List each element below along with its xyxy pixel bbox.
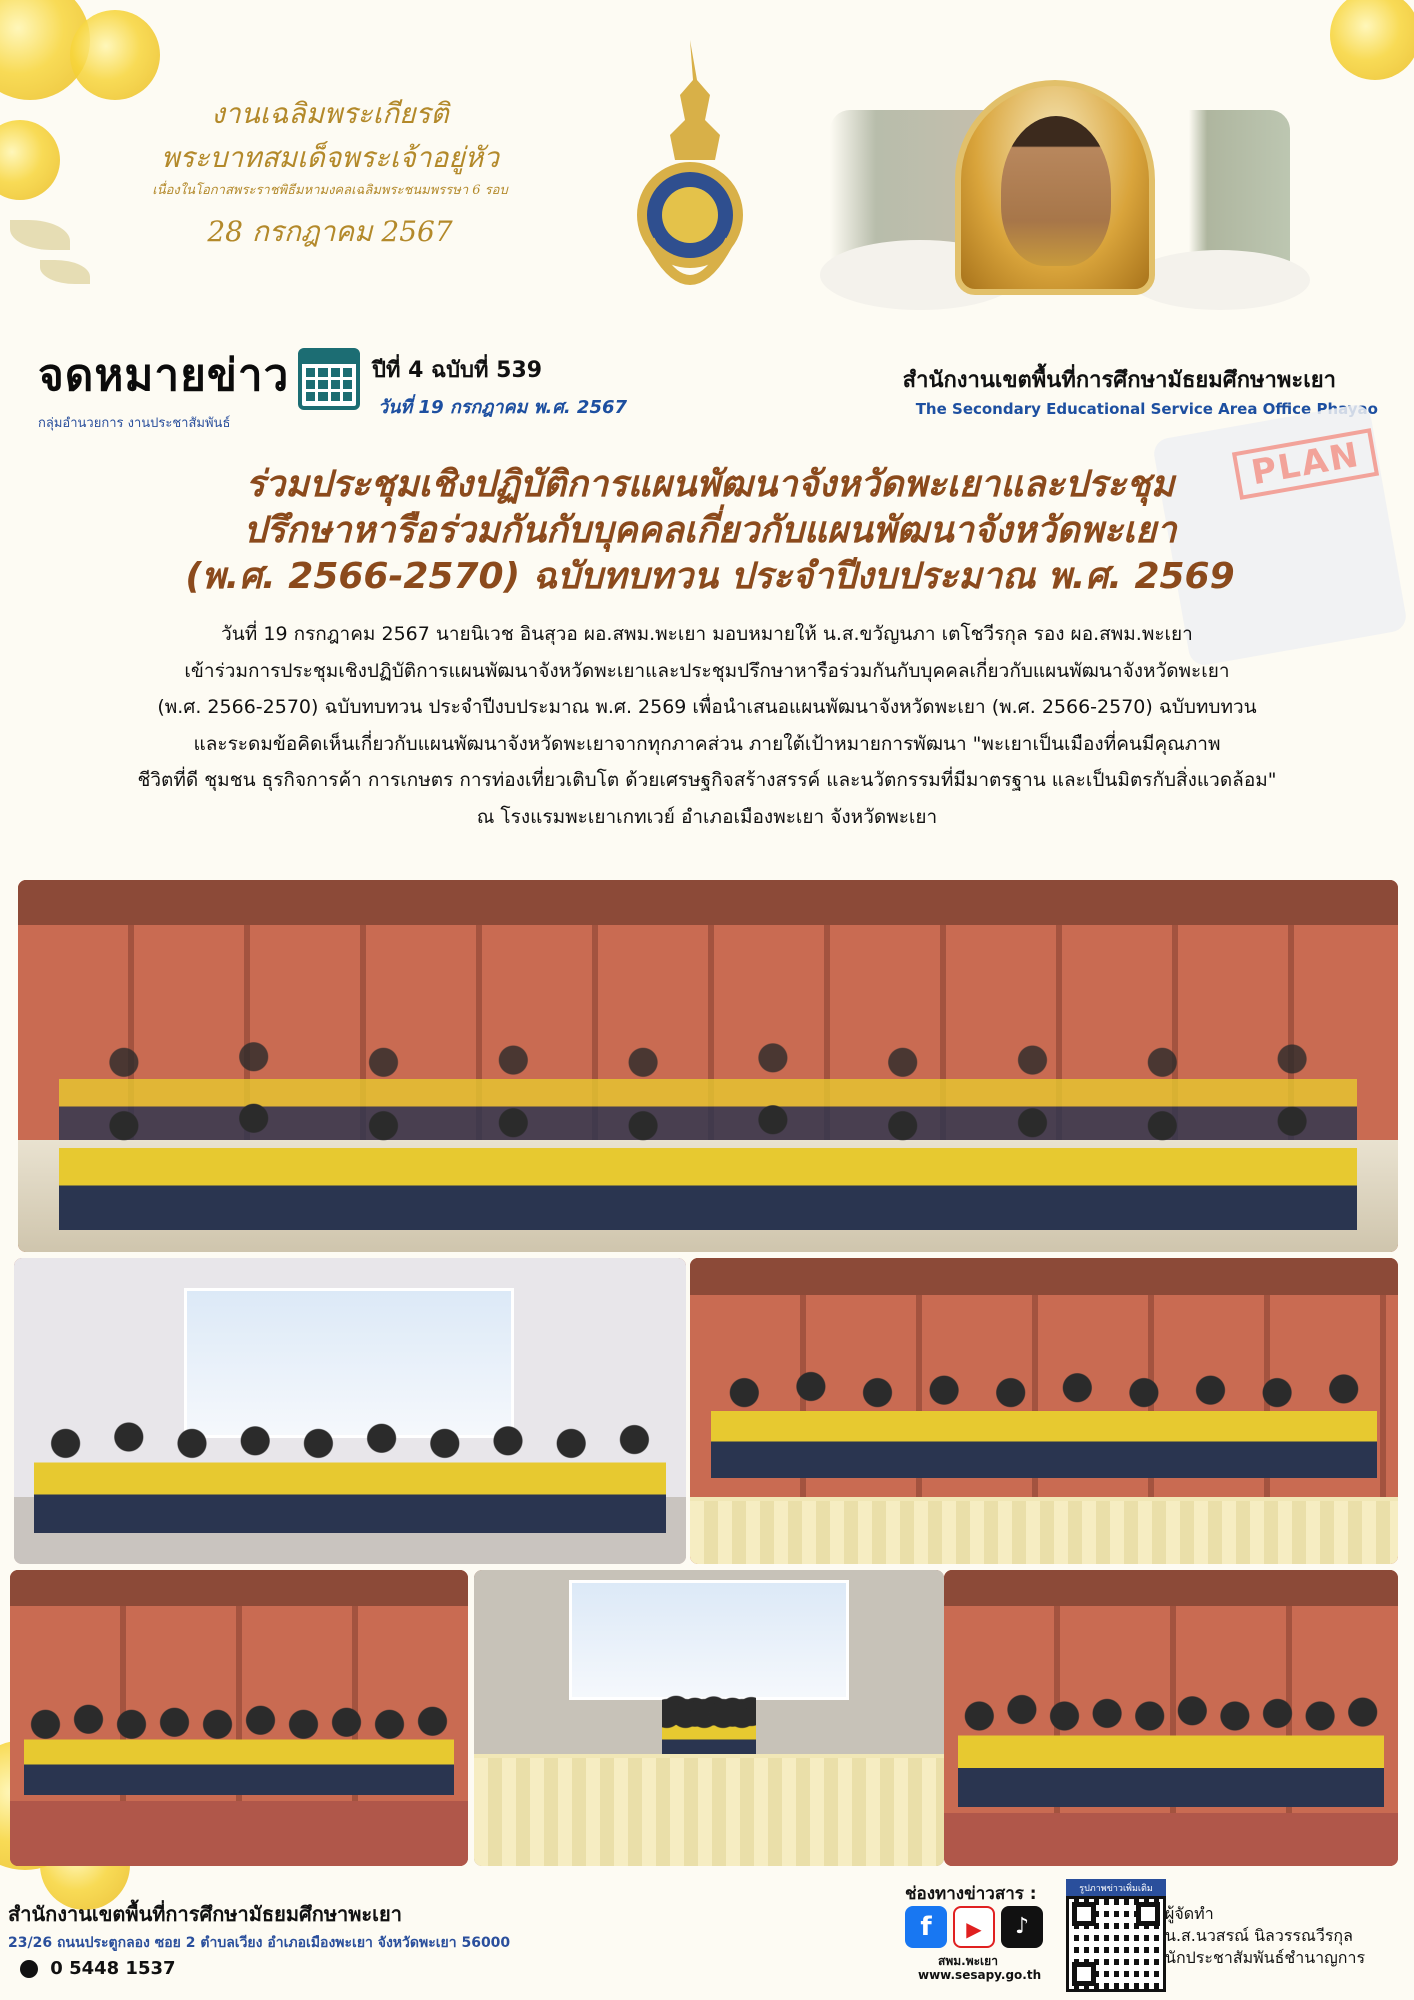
newsletter-title: จดหมายข่าว <box>38 350 290 401</box>
newsletter-masthead <box>38 340 289 433</box>
youtube-icon[interactable]: ▶ <box>953 1906 995 1948</box>
body-line: (พ.ศ. 2566-2570) ฉบับทบทวน ประจำปีงบประมาณ พ.ศ. 2569 เพื่อนำเสนอแผนพัฒนาจังหวัดพะเยา (พ.ศ. 2566-2570) ฉบับทบทวน <box>157 696 1257 718</box>
qr-code[interactable] <box>1066 1896 1166 1992</box>
group-photo <box>18 880 1398 1252</box>
phone-icon <box>20 1960 38 1978</box>
news-channels-label: ช่องทางข่าวสาร : <box>905 1884 1037 1904</box>
photo-standing-group <box>14 1258 686 1564</box>
facebook-icon[interactable]: f <box>905 1906 947 1948</box>
office-name-thai: สำนักงานเขตพื้นที่การศึกษามัธยมศึกษาพะเยา <box>902 368 1336 393</box>
photo-attendees-front <box>944 1570 1398 1866</box>
editor-credit <box>1165 1903 1365 1969</box>
cloud-decoration <box>1130 250 1310 310</box>
royal-line-1: งานเฉลิมพระเกียรติ <box>211 97 449 130</box>
news-body <box>40 616 1374 835</box>
king-portrait <box>955 80 1155 295</box>
footer-office-name: สำนักงานเขตพื้นที่การศึกษามัธยมศึกษาพะเยา <box>8 1902 402 1926</box>
plan-stamp: PLAN <box>1232 428 1380 500</box>
photo-speaker-podium <box>474 1570 944 1866</box>
royal-line-2: พระบาทสมเด็จพระเจ้าอยู่หัว <box>161 141 499 174</box>
headline-line: ร่วมประชุมเชิงปฏิบัติการแผนพัฒนาจังหวัดพะเยาและประชุม <box>245 464 1175 505</box>
news-headline <box>60 462 1360 600</box>
body-line: วันที่ 19 กรกฎาคม 2567 นายนิเวช อินสุวอ ผอ.สพม.พะเยา มอบหมายให้ น.ส.ขวัญนภา เตโชวีรกุล รอง ผอ.สพม.พะเยา <box>221 623 1193 645</box>
issue-number: ปีที่ 4 ฉบับที่ 539 <box>372 358 543 383</box>
phone-number: 0 5448 1537 <box>50 1958 176 1979</box>
body-line: และระดมข้อคิดเห็นเกี่ยวกับแผนพัฒนาจังหวัดพะเยาจากทุกภาคส่วน ภายใต้เป้าหมายการพัฒนา "พะเยาเป็นเมืองที่คนมีคุณภาพ <box>193 732 1221 755</box>
photo-seated-front-row <box>690 1258 1398 1564</box>
royal-emblem <box>635 40 745 310</box>
royal-date: 28 กรกฎาคม 2567 <box>207 215 453 248</box>
editor-role: นักประชาสัมพันธ์ชำนาญการ <box>1165 1948 1366 1967</box>
headline-line: ปรึกษาหารือร่วมกันกับบุคคลเกี่ยวกับแผนพัฒนาจังหวัดพะเยา <box>243 510 1177 551</box>
issue-date: วันที่ 19 กรกฎาคม พ.ศ. 2567 <box>378 397 628 418</box>
office-name-english: The Secondary Educational Service Area Office Phayao <box>915 400 1378 418</box>
tiktok-icon[interactable]: ♪ <box>1001 1906 1043 1948</box>
body-line: ณ โรงแรมพะเยาเกทเวย์ อำเภอเมืองพะเยา จังหวัดพะเยา <box>476 805 938 828</box>
royal-tribute <box>150 92 510 262</box>
headline-line: (พ.ศ. 2566-2570) ฉบับทบทวน ประจำปีงบประมาณ พ.ศ. 2569 <box>185 556 1235 597</box>
editor-label: ผู้จัดทำ <box>1165 1904 1214 1923</box>
body-line: ชีวิตที่ดี ชุมชน ธุรกิจการค้า การเกษตร การท่องเที่ยวเติบโต ด้วยเศรษฐกิจสร้างสรรค์ และนวัตกรรมที่มีมาตรฐาน และเป็นมิตรกับสิ่งแวดล้อม" <box>137 769 1277 791</box>
website-link[interactable]: www.sesapy.go.th <box>918 1968 1042 1982</box>
royal-line-3: เนื่องในโอกาสพระราชพิธีมหามงคลเฉลิมพระชนมพรรษา 6 รอบ <box>152 183 508 198</box>
editor-name: น.ส.นวสรณ์ นิลวรรณวีรกุล <box>1165 1926 1353 1945</box>
photo-attendees-seated <box>10 1570 468 1866</box>
social-account-label: สพม.พะเยา <box>938 1954 998 1968</box>
body-line: เข้าร่วมการประชุมเชิงปฏิบัติการแผนพัฒนาจังหวัดพะเยาและประชุมปรึกษาหารือร่วมกันกับบุคคลเกี่ยวกับแผนพัฒนาจังหวัดพะเยา <box>184 659 1230 682</box>
department-label: กลุ่มอำนวยการ งานประชาสัมพันธ์ <box>38 416 231 431</box>
footer-phone <box>20 1958 176 1979</box>
qr-title: รูปภาพข่าวเพิ่มเติม <box>1066 1879 1166 1897</box>
calendar-icon <box>298 348 360 410</box>
footer-address: 23/26 ถนนประตูกลอง ซอย 2 ตำบลเวียง อำเภอเมืองพะเยา จังหวัดพะเยา 56000 <box>8 1935 511 1951</box>
